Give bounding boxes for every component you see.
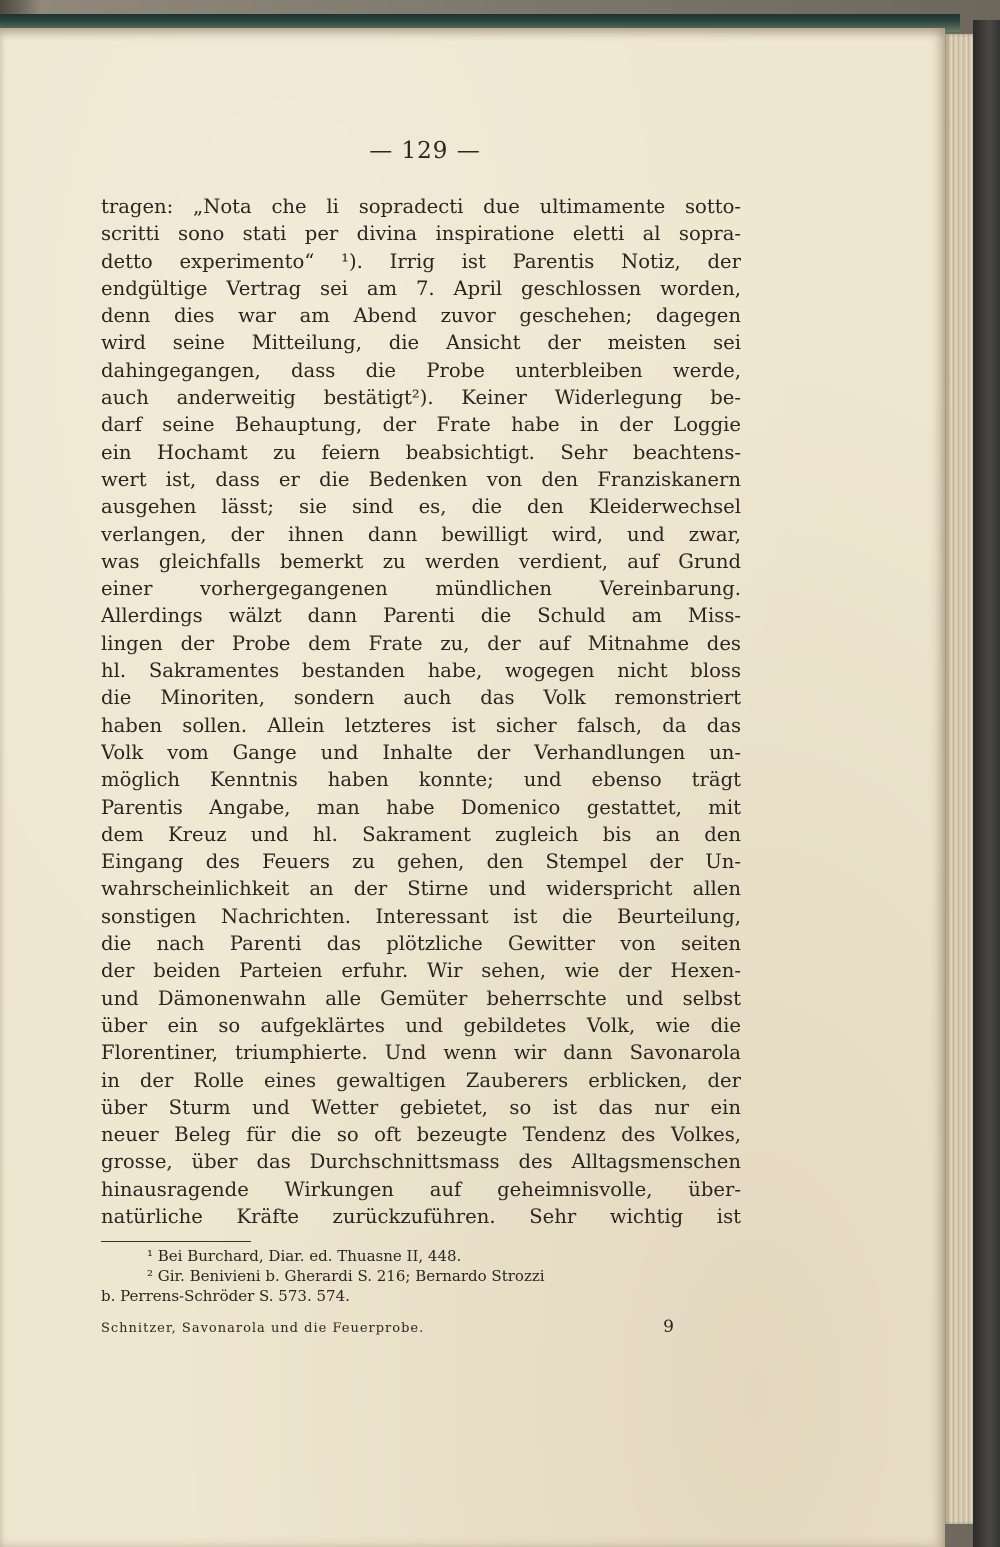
text-line: Parentis Angabe, man habe Domenico gestattet, mit bbox=[101, 795, 741, 819]
footnote-2-continuation: b. Perrens-Schröder S. 573. 574. bbox=[101, 1287, 350, 1305]
footnote-1: ¹ Bei Burchard, Diar. ed. Thuasne II, 448. bbox=[147, 1247, 462, 1265]
footnote-divider bbox=[101, 1241, 251, 1242]
text-line: haben sollen. Allein letzteres ist sicher falsch, da das bbox=[101, 713, 741, 737]
book-cover-edge bbox=[973, 20, 1000, 1547]
text-line: darf seine Behauptung, der Frate habe in der Loggie bbox=[101, 413, 741, 437]
text-line: denn dies war am Abend zuvor geschehen; dagegen bbox=[101, 304, 741, 328]
text-line: über ein so aufgeklärtes und gebildetes Volk, wie die bbox=[101, 1013, 741, 1037]
page-stack-edges bbox=[945, 34, 973, 1524]
text-line: wert ist, dass er die Bedenken von den Franziskanern bbox=[101, 467, 741, 491]
footnote-2: ² Gir. Benivieni b. Gherardi S. 216; Bernardo Strozzi bbox=[147, 1267, 545, 1285]
text-line: tragen: „Nota che li sopradecti due ultimamente sotto- bbox=[101, 195, 741, 218]
text-line: sonstigen Nachrichten. Interessant ist die Beurteilung, bbox=[101, 904, 741, 928]
text-line: ausgehen lässt; sie sind es, die den Kleiderwechsel bbox=[101, 495, 741, 519]
text-line: hl. Sakramentes bestanden habe, wogegen nicht bloss bbox=[101, 659, 741, 683]
text-line: ein Hochamt zu feiern beabsichtigt. Sehr beachtens- bbox=[101, 440, 741, 464]
text-line: grosse, über das Durchschnittsmass des Alltagsmenschen bbox=[101, 1150, 741, 1174]
text-line: neuer Beleg für die so oft bezeugte Tendenz des Volkes, bbox=[101, 1123, 741, 1147]
text-line: dem Kreuz und hl. Sakrament zugleich bis an den bbox=[101, 822, 741, 846]
page-number-header: — 129 — bbox=[369, 138, 481, 164]
text-line: Volk vom Gange und Inhalte der Verhandlungen un- bbox=[101, 740, 741, 764]
text-line: auch anderweitig bestätigt²). Keiner Widerlegung be- bbox=[101, 386, 741, 410]
text-line: natürliche Kräfte zurückzuführen. Sehr wichtig ist bbox=[101, 1204, 741, 1228]
printer-signature bbox=[101, 1317, 741, 1337]
text-line: was gleichfalls bemerkt zu werden verdient, auf Grund bbox=[101, 549, 741, 573]
text-line: die nach Parenti das plötzliche Gewitter von seiten bbox=[101, 932, 741, 956]
text-line: Eingang des Feuers zu gehen, den Stempel der Un- bbox=[101, 850, 741, 874]
sheet-number: 9 bbox=[663, 1317, 674, 1337]
text-line: dahingegangen, dass die Probe unterbleiben werde, bbox=[101, 358, 741, 382]
text-line: in der Rolle eines gewaltigen Zauberers erblicken, der bbox=[101, 1068, 741, 1092]
text-line: und Dämonenwahn alle Gemüter beherrschte und selbst bbox=[101, 986, 741, 1010]
text-line: verlangen, der ihnen dann bewilligt wird, und zwar, bbox=[101, 522, 741, 546]
text-line: detto experimento“ ¹). Irrig ist Parentis Notiz, der bbox=[101, 249, 741, 273]
text-line: Florentiner, triumphierte. Und wenn wir dann Savonarola bbox=[101, 1041, 741, 1065]
text-line: der beiden Parteien erfuhr. Wir sehen, wie der Hexen- bbox=[101, 959, 741, 983]
text-line: endgültige Vertrag sei am 7. April geschlossen worden, bbox=[101, 276, 741, 300]
text-line: die Minoriten, sondern auch das Volk remonstriert bbox=[101, 686, 741, 710]
text-line: wird seine Mitteilung, die Ansicht der meisten sei bbox=[101, 331, 741, 355]
footnotes bbox=[101, 1246, 741, 1306]
text-line: wahrscheinlichkeit an der Stirne und widerspricht allen bbox=[101, 877, 741, 901]
signature-title: Schnitzer, Savonarola und die Feuerprobe. bbox=[101, 1321, 425, 1336]
text-line: lingen der Probe dem Frate zu, der auf Mitnahme des bbox=[101, 631, 741, 655]
text-line: hinausragende Wirkungen auf geheimnisvolle, über- bbox=[101, 1177, 741, 1201]
text-line: scritti sono stati per divina inspiratione eletti al sopra- bbox=[101, 222, 741, 246]
text-line: Allerdings wälzt dann Parenti die Schuld am Miss- bbox=[101, 604, 741, 628]
text-line: einer vorhergegangenen mündlichen Vereinbarung. bbox=[101, 577, 741, 601]
body-text bbox=[101, 193, 741, 1230]
text-line: möglich Kenntnis haben konnte; und ebenso trägt bbox=[101, 768, 741, 792]
text-line: über Sturm und Wetter gebietet, so ist das nur ein bbox=[101, 1095, 741, 1119]
